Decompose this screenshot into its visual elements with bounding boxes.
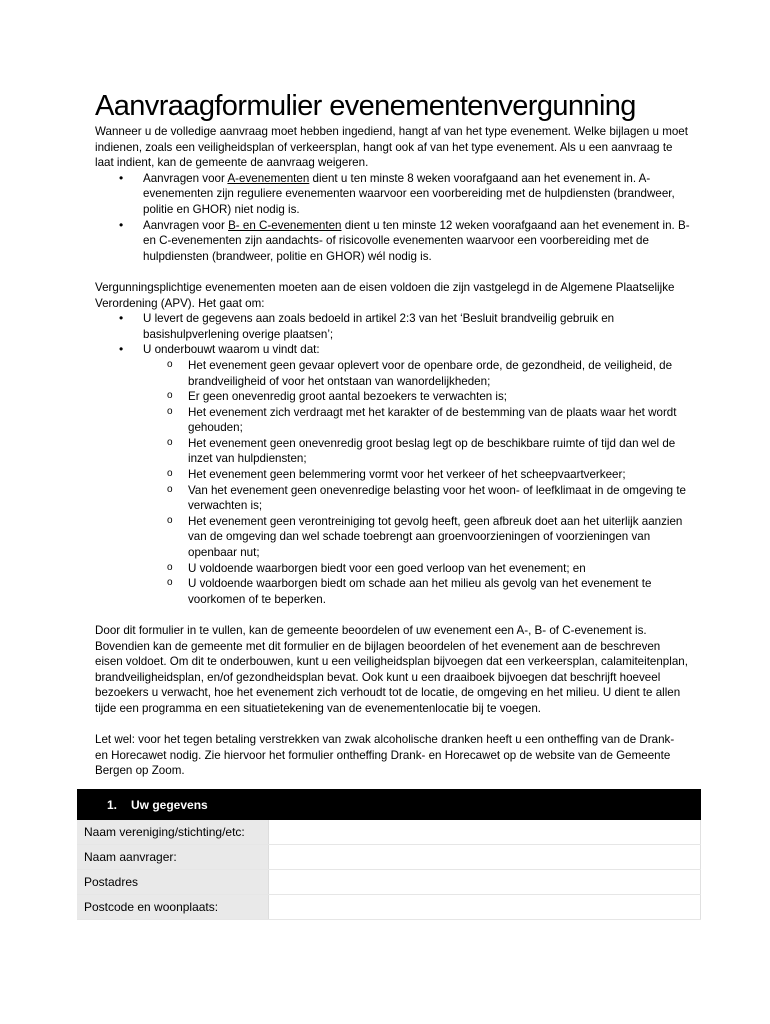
intro-paragraph: Wanneer u de volledige aanvraag moet hebben ingediend, hangt af van het type evenement. Welke bijlagen u moet indienen, zoals een veiligheidsplan of verkeersplan, hangt ook af van het type evenement. Als u een aanvraag te laat indient, kan de gemeente de aanvraag weigeren. [95,125,688,170]
organization-name-field[interactable] [268,820,701,844]
requirements-bullet-1: • U levert de gegevens aan zoals bedoeld in artikel 2:3 van het ‘Besluit brandveilig gebruik en basishulpverlening overige plaatsen’; [95,311,690,342]
sublist-item: o Er geen onevenredig groot aantal bezoekers te verwachten is; [143,389,690,405]
postcode-city-field[interactable] [268,895,701,919]
document-body [95,88,690,779]
requirements-bullet-2: • U onderbouwt waarom u vindt dat: o Het evenement geen gevaar oplevert voor de openbare orde, de gezondheid, de veiligheid, de brandveiligheid of voor het ontstaan van wanordelijkheden; o Er geen onevenredig groot aantal bezoekers te verwachten is; o Het evenement zich verdraagt met het karakter of de bestemming van de plaats waar het wordt gehouden; o Het evenement geen onevenredig groot beslag legt op de beschikbare ruimte of tijd dan wel de inzet van hulpdiensten; o Het evenement geen belemmering vormt voor het verkeer of het scheepvaartverkeer; o Van het evenement geen onevenredige belasting voor het woon- of leefklimaat in de omgeving te verwachten is; o Het evenement geen verontreiniging tot gevolg heeft, geen afbreuk doet aan het uiterlijk aanzien van de omgeving dan wel schade toebrengt aan groenvoorzieningen of voorzieningen van openbaar nut; o U voldoende waarborgen biedt voor een goed verloop van het evenement; en o U voldoende waarborgen biedt om schade aan het milieu als gevolg van het evenement te voorkomen of te beperken. [95,342,690,607]
field-label: Naam aanvrager: [77,845,268,869]
sublist-item: o Het evenement geen gevaar oplevert voor de openbare orde, de gezondheid, de veiligheid, de brandveiligheid of voor het ontstaan van wanordelijkheden; [143,358,690,389]
form-row-address [77,870,701,895]
field-label: Postcode en woonplaats: [77,895,268,919]
postal-address-field[interactable] [268,870,701,894]
applicant-details-form [77,789,701,920]
field-label: Postadres [77,870,268,894]
form-row-postcode [77,895,701,920]
sublist-item: o U voldoende waarborgen biedt om schade aan het milieu als gevolg van het evenement te voorkomen of te beperken. [143,576,690,607]
applicant-name-field[interactable] [268,845,701,869]
form-section-header [77,789,701,820]
sublist-item: o Het evenement geen verontreiniging tot gevolg heeft, geen afbreuk doet aan het uiterlijk aanzien van de omgeving dan wel schade toebrengt aan groenvoorzieningen of voorzieningen van openbaar nut; [143,514,690,561]
requirements-paragraph: Vergunningsplichtige evenementen moeten aan de eisen voldoen die zijn vastgelegd in de Algemene Plaatselijke Verordening (APV). Het gaat om: [95,280,675,310]
sublist-item: o Van het evenement geen onevenredige belasting voor het woon- of leefklimaat in de omgeving te verwachten is; [143,483,690,514]
note-paragraph: Let wel: voor het tegen betaling verstrekken van zwak alcoholische dranken heeft u een ontheffing van de Drank- en Horecawet nodig. Zie hiervoor het formulier ontheffing Drank- en Horecawet op de website van de Gemeente Bergen op Zoom. [95,733,675,778]
requirements-sublist [143,358,690,608]
sublist-item: o U voldoende waarborgen biedt voor een goed verloop van het evenement; en [143,561,690,577]
intro-bullet-bc: • Aanvragen voor B- en C-evenementen dient u ten minste 12 weken voorafgaand aan het evenement in. B- en C-evenementen zijn aandachts- of risicovolle evenementen waarvoor een voorbereiding met de hulpdiensten (brandweer, politie en GHOR) wél nodig is. [95,218,690,265]
sublist-item: o Het evenement geen onevenredig groot beslag legt op de beschikbare ruimte of tijd dan wel de inzet van hulpdiensten; [143,436,690,467]
section-title: Uw gegevens [131,797,208,812]
link-a-evenementen[interactable]: A-evenementen [227,171,310,185]
section-number: 1. [107,797,118,812]
intro-bullet-list [95,171,690,265]
requirements-bullet-list [95,311,690,607]
intro-bullet-a: • Aanvragen voor A-evenementen dient u ten minste 8 weken voorafgaand aan het evenement in. A-evenementen zijn reguliere evenementen waarvoor een voorbereiding met de hulpdiensten (brandweer, politie en GHOR) niet nodig is. [95,171,690,218]
assessment-paragraph: Door dit formulier in te vullen, kan de gemeente beoordelen of uw evenement een A-, B- of C-evenement is. Bovendien kan de gemeente met dit formulier en de bijlagen beoordelen of het evenement aan de beschreven eisen voldoet. Om dit te onderbouwen, kunt u een veiligheidsplan bijvoegen dat een verkeersplan, calamiteitenplan, brandveiligheidsplan, en/of gezondheidsplan bevat. Ook kunt u een draaiboek bijvoegen dat beschrijft hoeveel bezoekers u verwacht, hoe het evenement zich verhoudt tot de locatie, de omgeving en het milieu. U dient te allen tijde een programma en een situatietekening van de evenementenlocatie bij te voegen. [95,624,688,715]
page-title: Aanvraagformulier evenementenvergunning [95,90,636,122]
form-row-organization [77,820,701,845]
field-label: Naam vereniging/stichting/etc: [77,820,268,844]
link-bc-evenementen[interactable]: B- en C-evenementen [228,218,342,232]
sublist-item: o Het evenement zich verdraagt met het karakter of de bestemming van de plaats waar het wordt gehouden; [143,405,690,436]
sublist-item: o Het evenement geen belemmering vormt voor het verkeer of het scheepvaartverkeer; [143,467,690,483]
form-row-applicant [77,845,701,870]
